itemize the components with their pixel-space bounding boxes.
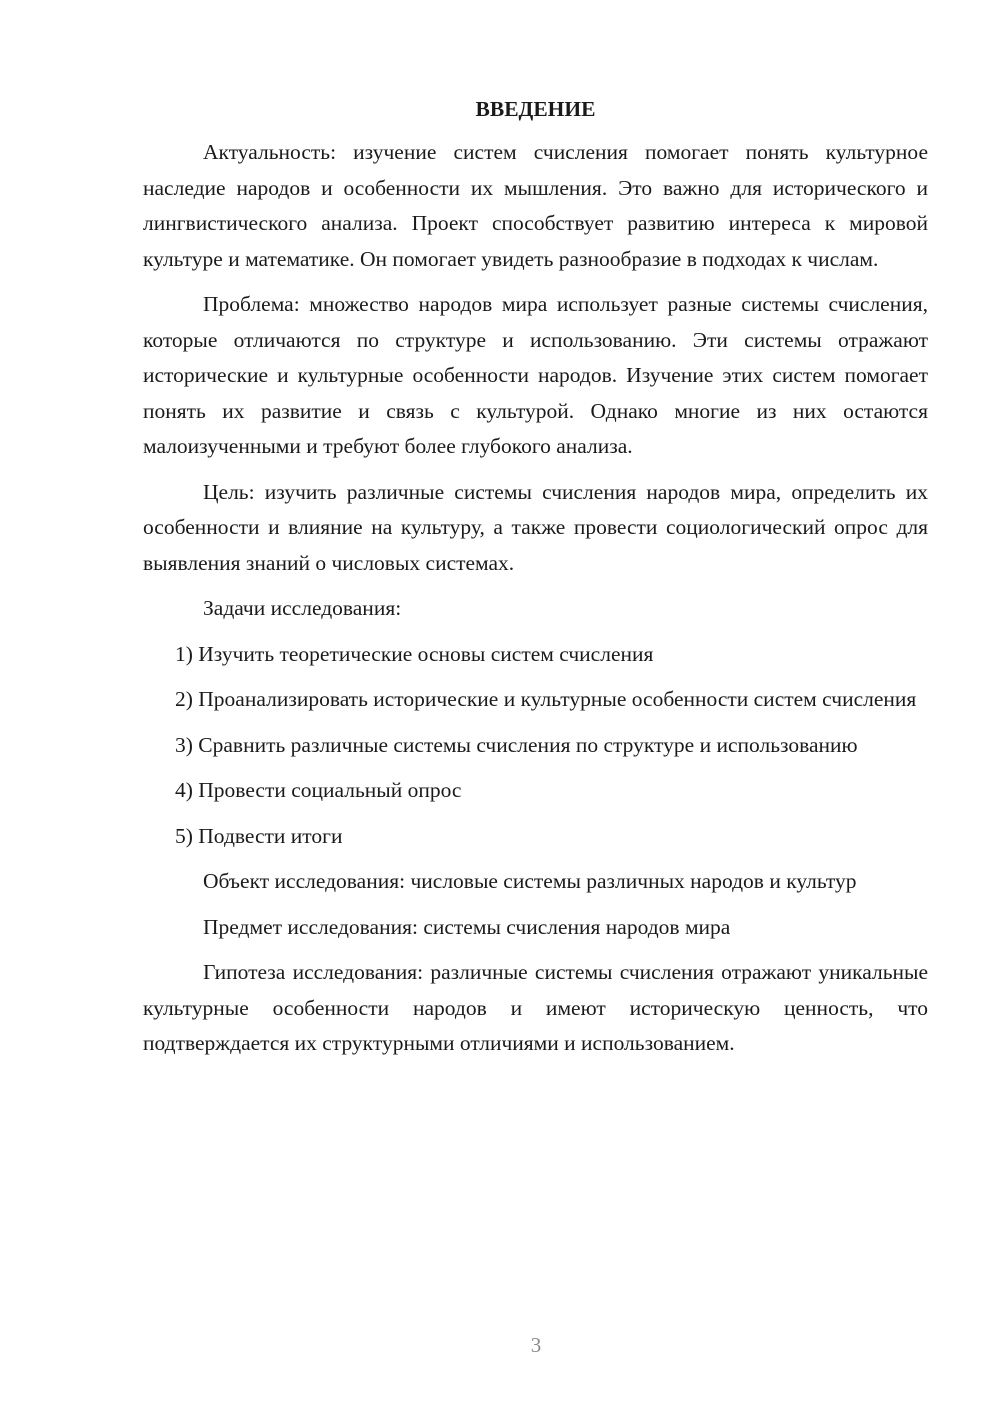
relevance-paragraph: Актуальность: изучение систем счисления помогает понять культурное наследие народов и особенности их мышления. Это важно для исторического и лингвистического анализа. Проект способствует развитию интереса к мировой культуре и математике. Он помогает увидеть разнообразие в подходах к числам. [143, 140, 928, 271]
goal-paragraph: Цель: изучить различные системы счисления народов мира, определить их особенности и влияние на культуру, а также провести социологический опрос для выявления знаний о числовых системах. [143, 479, 928, 575]
task-item-5: 5) Подвести итоги [175, 823, 343, 848]
task-item-4: 4) Провести социальный опрос [175, 778, 462, 802]
tasks-heading: Задачи исследования: [203, 596, 402, 620]
document-page [143, 92, 928, 1072]
task-item-2: 2) Проанализировать исторические и культурные особенности систем счисления [175, 687, 917, 711]
task-item-3: 3) Сравнить различные системы счисления по структуре и использованию [175, 732, 858, 757]
page-title: ВВЕДЕНИЕ [475, 97, 596, 121]
subject-paragraph: Предмет исследования: системы счисления народов мира [203, 914, 731, 939]
object-paragraph: Объект исследования: числовые системы различных народов и культур [203, 869, 857, 893]
page-number: 3 [530, 1333, 542, 1357]
hypothesis-paragraph: Гипотеза исследования: различные системы счисления отражают уникальные культурные особенности народов и имеют историческую ценность, что подтверждается их структурными отличиями и использованием. [143, 960, 928, 1055]
problem-paragraph: Проблема: множество народов мира использует разные системы счисления, которые отличаются по структуре и использованию. Эти системы отражают исторические и культурные особенности народов. Изучение этих систем помогает понять их развитие и связь с культурой. Однако многие из них остаются малоизученными и требуют более глубокого анализа. [143, 292, 928, 458]
task-item-1: 1) Изучить теоретические основы систем счисления [175, 641, 654, 666]
